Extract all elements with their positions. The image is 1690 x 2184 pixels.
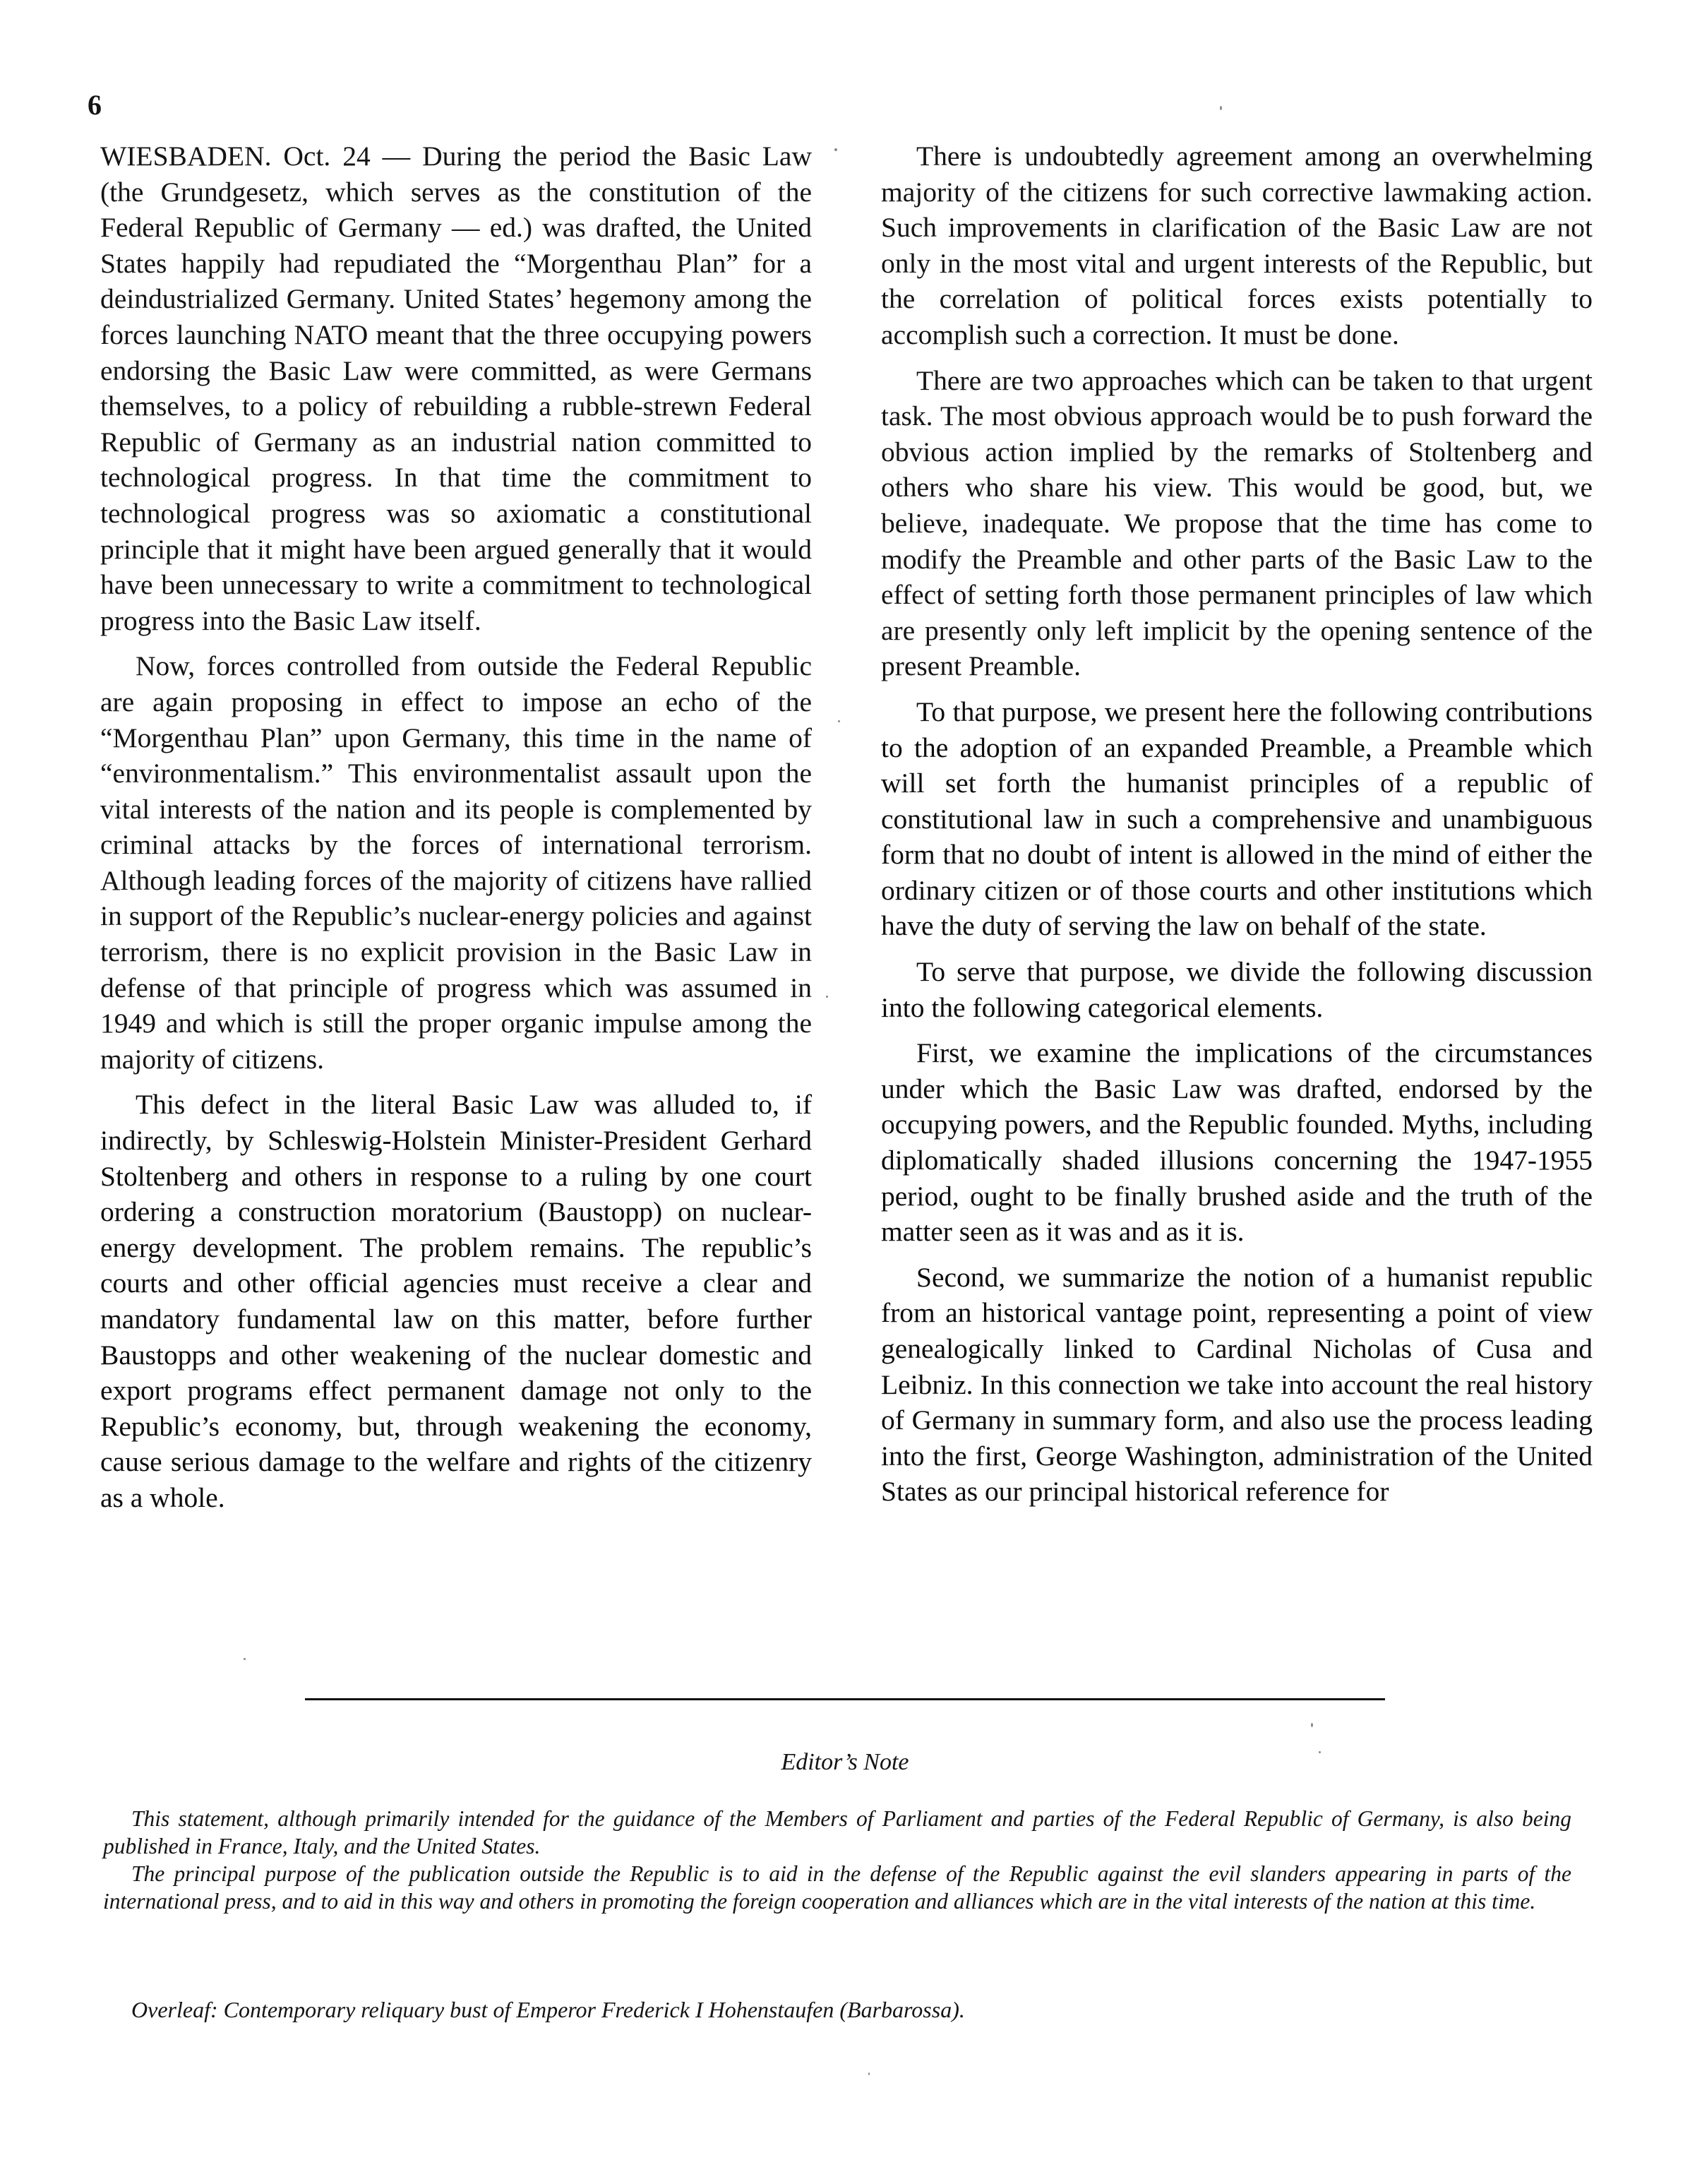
scan-speck [868,2072,870,2075]
article-paragraph: To that purpose, we present here the following contributions to the adoption of an expanded Preamble, a Preamble which will set forth the humanist principles of a republic of constitutional law in such a comprehensive and unambiguous form that no doubt of intent is allowed in the mind of either the ordinary citizen or of those courts and other institutions which have the duty of serving the law on behalf of the state. [881,696,1593,942]
article-paragraph: There is undoubtedly agreement among an overwhelming majority of the citizens for such corrective lawmaking action. Such improvements in clarification of the Basic Law are not only in the most vital and urgent interests of the Republic, but the correlation of political forces exists potentially to accomplish such a correction. It must be done. [881,141,1593,350]
scan-speck [244,1658,246,1660]
editors-note-paragraph: The principal purpose of the publication outside the Republic is to aid in the defense of the Republic against the evil slanders appearing in parts of the international press, and to aid in this way and others in promoting the foreign cooperation and alliances which are in the vital interests of the nation at this time. [103,1861,1571,1914]
article-paragraph: First, we examine the implications of the circumstances under which the Basic Law was drafted, endorsed by the occupying powers, and the Republic founded. Myths, including diplomatically shaded illusions concerning the 1947-1955 period, ought to be finally brushed aside and the truth of the matter seen as it was and as it is. [881,1037,1593,1248]
scan-speck [838,720,840,722]
article-paragraph: There are two approaches which can be taken to that urgent task. The most obvious approach would be to push forward the obvious action implied by the remarks of Stoltenberg and others who share his view. This would be good, but, we believe, inadequate. We propose that the time has come to modify the Preamble and other parts of the Basic Law to the effect of setting forth those permanent principles of law which are presently only left implicit by the opening sentence of the present Preamble. [881,364,1593,682]
scan-speck [826,996,828,998]
scan-speck [1220,106,1222,110]
article-paragraph: Second, we summarize the notion of a humanist republic from an historical vantage point, representing a point of view genealogically linked to Cardinal Nicholas of Cusa and Leibniz. In this connection we take into account the real history of Germany in summary form, and also use the process leading into the first, George Washington, administration of the United States as our principal historical reference for [881,1261,1593,1508]
scan-speck [1319,1751,1321,1753]
article-left-column [100,138,812,1526]
article-paragraph: This defect in the literal Basic Law was alluded to, if indirectly, by Schleswig-Holstein Minister-President Gerhard Stoltenberg and others in response to a ruling by one court ordering a construction moratorium (Baustopp) on nuclear-energy development. The problem remains. The republic’s courts and other official agencies must receive a clear and mandatory fundamental law on this matter, before further Baustopps and other weakening of the nuclear domestic and export programs effect permanent damage not only to the Republic’s economy, but, through weakening the economy, cause serious damage to the welfare and rights of the citizenry as a whole. [100,1089,812,1513]
page-number: 6 [88,89,102,121]
article-paragraph: WIESBADEN. Oct. 24 — During the period the Basic Law (the Grundgesetz, which serves as the constitution of the Federal Republic of Germany — ed.) was drafted, the United States happily had repudiated the “Morgenthau Plan” for a deindustrialized Germany. United States’ hegemony among the forces launching NATO meant that the three occupying powers endorsing the Basic Law were committed, as were Germans themselves, to a policy of rebuilding a rubble-strewn Federal Republic of Germany as an industrial nation committed to technological progress. In that time the commitment to technological progress was so axiomatic a constitutional principle that it might have been argued generally that it would have been unnecessary to write a commitment to technological progress into the Basic Law itself. [100,141,812,636]
editors-note-body [103,1805,1571,1915]
article-paragraph: To serve that purpose, we divide the following discussion into the following categorical elements. [881,956,1593,1023]
article-right-column [881,138,1593,1520]
scan-speck [1311,1723,1313,1727]
scan-speck [834,148,837,151]
editors-note-paragraph: This statement, although primarily intended for the guidance of the Members of Parliament and parties of the Federal Republic of Germany, is also being published in France, Italy, and the United States. [103,1806,1571,1858]
editors-note-title: Editor’s Note [781,1749,909,1775]
article-paragraph: Now, forces controlled from outside the Federal Republic are again proposing in effect to impose an echo of the “Morgenthau Plan” upon Germany, this time in the name of “environmentalism.” This environmentalist assault upon the vital interests of the nation and its people is complemented by criminal attacks by the forces of international terrorism. Although leading forces of the majority of citizens have rallied in support of the Republic’s nuclear-energy policies and against terrorism, there is no explicit provision in the Basic Law in defense of that principle of progress which was assumed in 1949 and which is still the proper organic impulse among the majority of citizens. [100,650,812,1075]
section-divider [305,1698,1385,1700]
overleaf-caption: Overleaf: Contemporary reliquary bust of Emperor Frederick I Hohenstaufen (Barbarossa). [131,1997,965,2022]
